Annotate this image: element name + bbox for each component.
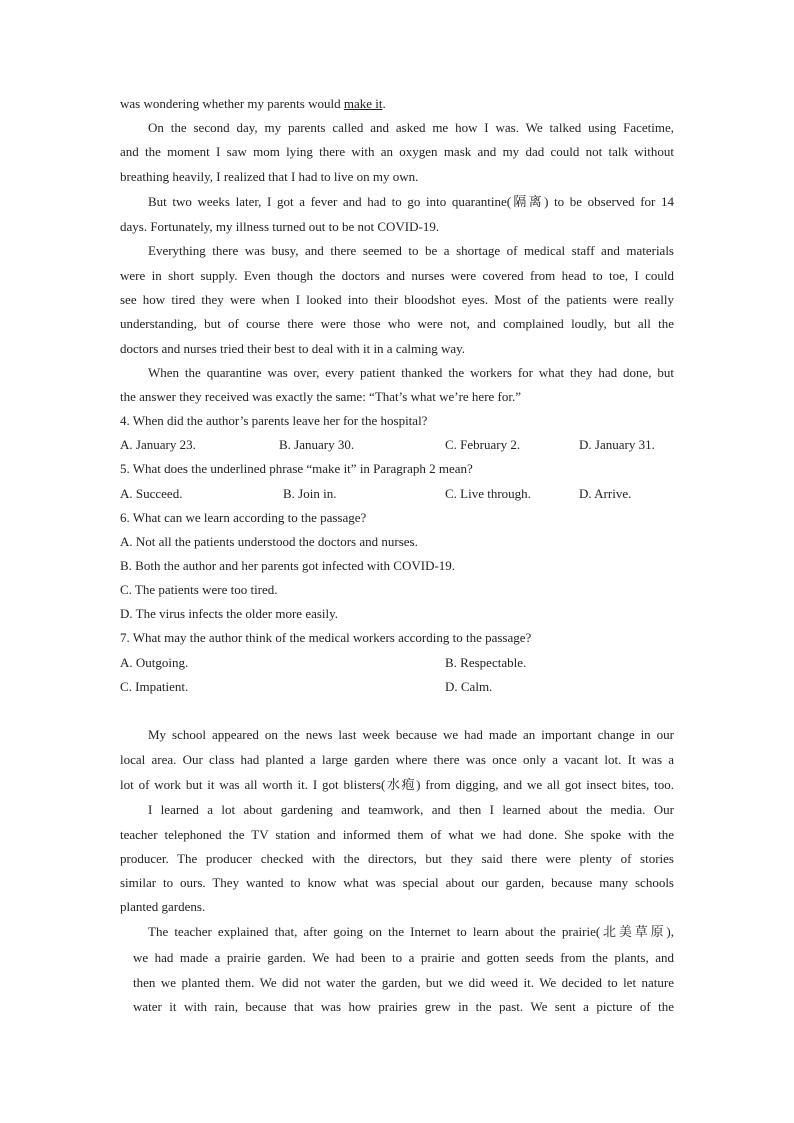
question-5-stem: 5. What does the underlined phrase “make it” in Paragraph 2 mean? — [120, 461, 473, 476]
question-5-option-c[interactable]: C. Live through. — [445, 486, 531, 501]
question-7-option-a[interactable]: A. Outgoing. — [120, 655, 189, 670]
passage1-line-2: On the second day, my parents called and asked me how I was. We talked using Facetime, — [148, 120, 674, 135]
passage1-line-5: But two weeks later, I got a fever and had to go into quarantine(隔离) to be observed for 14 — [148, 194, 674, 209]
passage1-line-7: Everything there was busy, and there seemed to be a shortage of medical staff and materials — [148, 243, 674, 258]
passage2-line-12: water it with rain, because that was how prairies grew in the past. We sent a picture of the — [133, 999, 674, 1014]
passage1-line-6: days. Fortunately, my illness turned out to be not COVID-19. — [120, 219, 440, 234]
passage1-line-10: understanding, but of course there were those who were not, and complained loudly, but all the — [120, 316, 674, 331]
question-6-option-d[interactable]: D. The virus infects the older more easily. — [120, 606, 339, 621]
passage2-line-3: lot of work but it was all worth it. I got blisters(水疱) from digging, and we all got insect bites, too. — [120, 777, 674, 792]
question-4-option-d[interactable]: D. January 31. — [579, 437, 655, 452]
passage1-line-3: and the moment I saw mom lying there with an oxygen mask and my dad could not talk without — [120, 144, 674, 159]
passage2-line-7: similar to ours. They wanted to know what was special about our garden, because many schools — [120, 875, 674, 890]
question-4-stem: 4. When did the author’s parents leave her for the hospital? — [120, 413, 428, 428]
question-7-stem: 7. What may the author think of the medical workers according to the passage? — [120, 630, 532, 645]
passage1-line-9: see how tired they were when I looked into their bloodshot eyes. Most of the patients were really — [120, 292, 674, 307]
question-4-option-a[interactable]: A. January 23. — [120, 437, 196, 452]
underlined-phrase: make it — [343, 96, 383, 111]
passage2-line-5: teacher telephoned the TV station and informed them of what we had done. She spoke with the — [120, 827, 674, 842]
passage2-line-10: we had made a prairie garden. We had been to a prairie and gotten seeds from the plants, and — [133, 950, 674, 965]
passage1-line-1 — [120, 96, 674, 112]
text-segment: was wondering whether my parents would — [120, 96, 344, 111]
text-segment: . — [382, 96, 386, 111]
question-7-option-d[interactable]: D. Calm. — [445, 679, 493, 694]
question-6-option-a[interactable]: A. Not all the patients understood the doctors and nurses. — [120, 534, 418, 549]
passage2-line-6: producer. The producer checked with the directors, but they said there were plenty of stories — [120, 851, 674, 866]
question-6-option-b[interactable]: B. Both the author and her parents got infected with COVID-19. — [120, 558, 456, 573]
question-5-option-b[interactable]: B. Join in. — [283, 486, 337, 501]
question-7-option-c[interactable]: C. Impatient. — [120, 679, 189, 694]
passage1-line-11: doctors and nurses tried their best to deal with it in a calming way. — [120, 341, 466, 356]
passage1-line-12: When the quarantine was over, every patient thanked the workers for what they had done, but — [148, 365, 674, 380]
question-7-option-b[interactable]: B. Respectable. — [445, 655, 527, 670]
passage1-line-13: the answer they received was exactly the same: “That’s what we’re here for.” — [120, 389, 522, 404]
passage2-line-2: local area. Our class had planted a large garden where there was once only a vacant lot. It was a — [120, 752, 674, 767]
question-5-option-d[interactable]: D. Arrive. — [579, 486, 632, 501]
passage2-line-8: planted gardens. — [120, 899, 206, 914]
question-6-stem: 6. What can we learn according to the passage? — [120, 510, 367, 525]
question-6-option-c[interactable]: C. The patients were too tired. — [120, 582, 278, 597]
passage2-line-4: I learned a lot about gardening and teamwork, and then I learned about the media. Our — [148, 802, 674, 817]
passage2-line-9: The teacher explained that, after going on the Internet to learn about the prairie(北美草原), — [148, 924, 674, 939]
question-4-option-b[interactable]: B. January 30. — [279, 437, 355, 452]
passage1-line-8: were in short supply. Even though the doctors and nurses were covered from head to toe, I could — [120, 268, 674, 283]
passage2-line-11: then we planted them. We did not water the garden, but we did weed it. We decided to let nature — [133, 975, 674, 990]
passage1-line-4: breathing heavily, I realized that I had to live on my own. — [120, 169, 419, 184]
question-5-option-a[interactable]: A. Succeed. — [120, 486, 183, 501]
question-4-option-c[interactable]: C. February 2. — [445, 437, 521, 452]
passage2-line-1: My school appeared on the news last week because we had made an important change in our — [148, 727, 674, 742]
